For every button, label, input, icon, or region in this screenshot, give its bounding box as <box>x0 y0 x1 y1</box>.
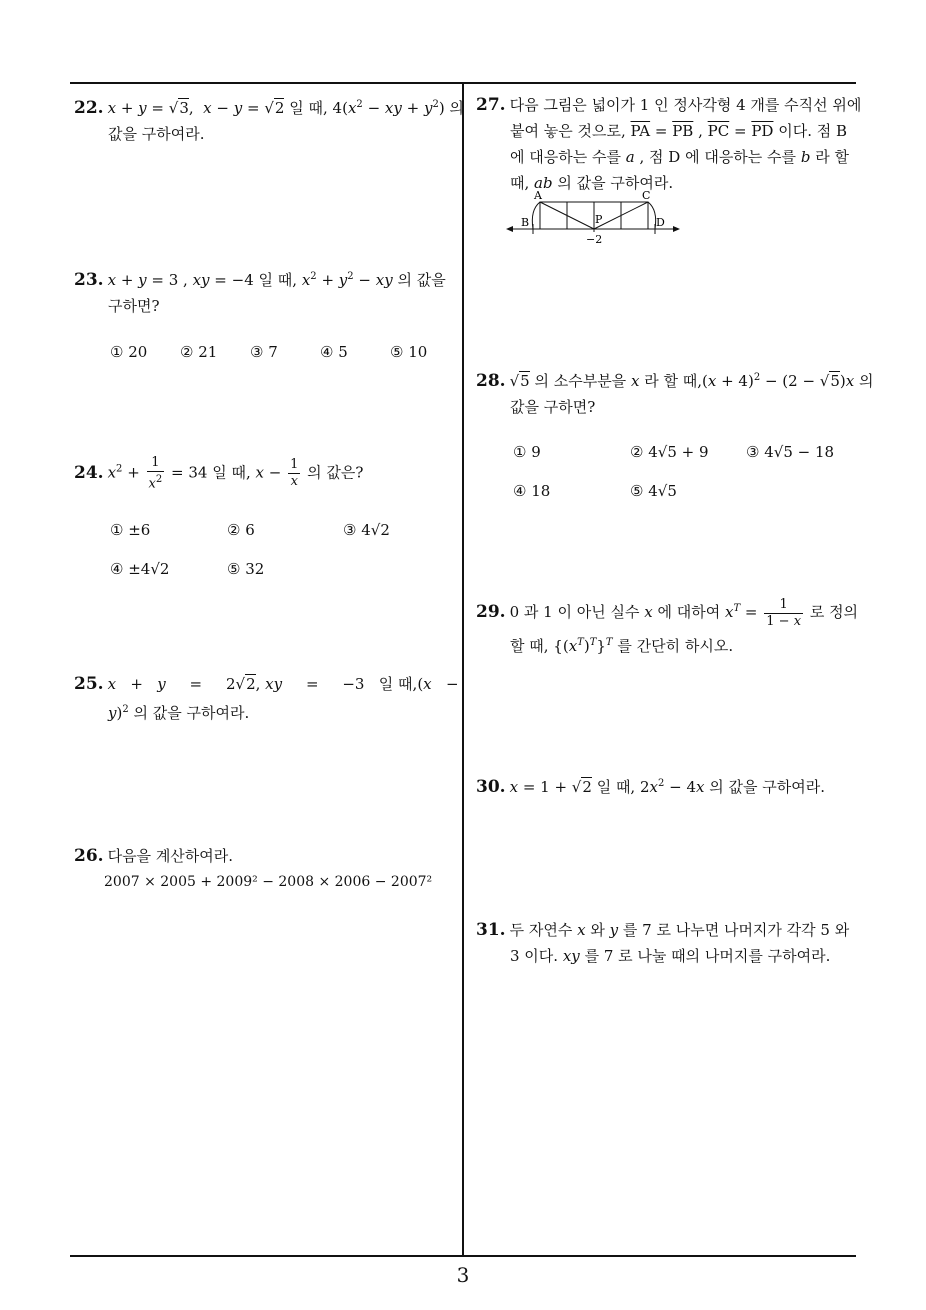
choice[interactable]: ② 4√5 + 9 <box>630 443 709 461</box>
problem-31: 31. 두 자연수 x 와 y 를 7 로 나누면 나머지가 각각 5 와 3 이다. xy 를 7 로 나눌 때의 나머지를 구하여라. <box>476 920 850 965</box>
problem-number: 26. <box>74 846 104 866</box>
problem-number: 29. <box>476 602 506 622</box>
problem-number: 25. <box>74 674 104 694</box>
choice[interactable]: ⑤ 32 <box>227 560 265 578</box>
problem-number: 27. <box>476 95 506 115</box>
choice[interactable]: ① 20 <box>110 343 148 361</box>
problem-number: 28. <box>476 371 506 391</box>
problem-23: 23. x + y = 3 , xy = −4 일 때, $x^2 + y^2$ − xy 의 값을 구하면? <box>74 270 446 315</box>
choice[interactable]: ④ 5 <box>320 343 348 361</box>
choice[interactable]: ① ±6 <box>110 521 151 539</box>
choice[interactable]: ③ 4√5 − 18 <box>746 443 835 461</box>
bottom-rule <box>70 1255 856 1257</box>
problem-22: 22. x + y = √3, x − y = √2 일 때, $4(x^2$ − xy + $y^2$) 의 값을 구하여라. <box>74 98 464 143</box>
label-p: P <box>595 213 603 226</box>
choice[interactable]: ① 9 <box>513 443 541 461</box>
choice[interactable]: ④ 18 <box>513 482 551 500</box>
problem-27: 27. 다음 그림은 넓이가 1 인 정사각형 4 개를 수직선 위에 붙여 놓은 것으로, $\overline{PA} = \overline{PB}$ , $\overline{PC} = \overline{PD}$ 이다. 점 B 에 대응하는 수를 a , 점 D 에 대응하는 수를 b 라 할 때, ab 의 값을 구하여라. <box>476 95 862 192</box>
label-c: C <box>642 189 651 202</box>
label-a: A <box>534 189 542 202</box>
problem-number: 30. <box>476 777 506 797</box>
choice[interactable]: ③ 4√2 <box>343 521 390 539</box>
label-d: D <box>656 216 665 229</box>
choice[interactable]: ③ 7 <box>250 343 278 361</box>
problem-number: 31. <box>476 920 506 940</box>
problem-number: 22. <box>74 98 104 118</box>
problem-24: 24. $x^2$ + $\frac{1}{x^2}$ = 34 일 때, x − $\frac{1}{x}$ 의 값은? <box>74 455 364 492</box>
choice[interactable]: ② 21 <box>180 343 218 361</box>
choice[interactable]: ⑤ 10 <box>390 343 428 361</box>
choice[interactable]: ② 6 <box>227 521 255 539</box>
problem-30: 30. x = 1 + √2 일 때, $2x^2 - 4x$ 의 값을 구하여라. <box>476 777 826 797</box>
problem-26: 26. 다음을 계산하여라. 2007 × 2005 + 2009² − 2008 × 2006 − 2007² <box>74 843 432 895</box>
number-line-diagram <box>506 188 682 246</box>
problem-number: 24. <box>74 462 104 483</box>
column-divider <box>462 82 464 1257</box>
choice[interactable]: ⑤ 4√5 <box>630 482 677 500</box>
label-b: B <box>521 216 530 229</box>
choice[interactable]: ④ ±4√2 <box>110 560 170 578</box>
page-number: 3 <box>456 1263 470 1287</box>
problem-29: 29. 0 과 1 이 아닌 실수 x 에 대하여 $x^T$ = $\frac{1}{1 - x}$ 로 정의 할 때, $\{(x^T)^T\}^T$ 를 간단히 하시오. <box>476 596 859 655</box>
expression: 2007 × 2005 + 2009² − 2008 × 2006 − 2007² <box>104 874 433 890</box>
tick-label: −2 <box>586 233 603 246</box>
problem-number: 23. <box>74 270 104 290</box>
problem-25: 25. x + y = 2√2, xy = −3 일 때,(x − y)$^2$ 의 값을 구하여라. <box>74 674 459 722</box>
problem-28: 28. √5 의 소수부분을 x 라 할 때$,(x + 4)^2 - (2 - √5)x$ 의 값을 구하면? <box>476 371 874 416</box>
